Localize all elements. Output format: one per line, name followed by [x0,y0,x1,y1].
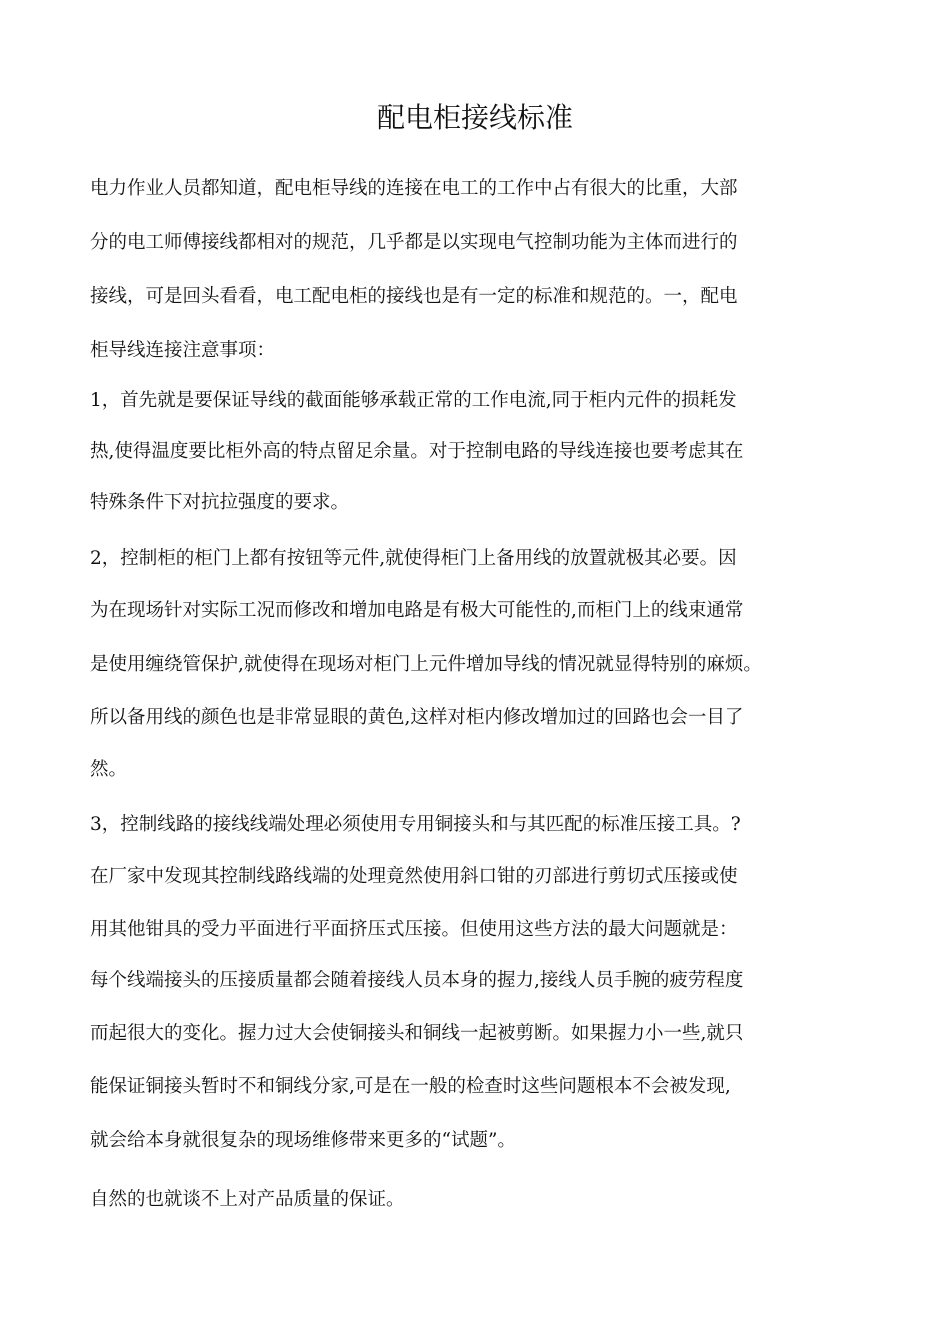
body-line: 而起很大的变化。握力过大会使铜接头和铜线一起被剪断。如果握力小一些,就只 [90,1023,744,1044]
body-line: 分的电工师傅接线都相对的规范，几乎都是以实现电气控制功能为主体而进行的 [90,232,738,253]
body-line: 2，控制柜的柜门上都有按钮等元件,就使得柜门上备用线的放置就极其必要。因 [90,548,737,569]
body-line: 是使用缠绕管保护,就使得在现场对柜门上元件增加导线的情况就显得特别的麻烦。 [90,654,762,675]
body-line: 特殊条件下对抗拉强度的要求。 [90,492,350,513]
body-line: 在厂家中发现其控制线路线端的处理竟然使用斜口钳的刃部进行剪切式压接或使 [90,866,738,887]
body-line: 热,使得温度要比柜外高的特点留足余量。对于控制电路的导线连接也要考虑其在 [90,441,744,462]
body-line: 1，首先就是要保证导线的截面能够承载正常的工作电流,同于柜内元件的损耗发 [90,390,737,411]
body-line: 自然的也就谈不上对产品质量的保证。 [90,1189,405,1210]
body-line: 电力作业人员都知道，配电柜导线的连接在电工的工作中占有很大的比重，大部 [90,178,738,199]
body-line: 柜导线连接注意事项： [90,340,276,361]
body-line: 就会给本身就很复杂的现场维修带来更多的“试题”。 [90,1130,516,1151]
body-line: 能保证铜接头暂时不和铜线分家,可是在一般的检查时这些问题根本不会被发现, [90,1076,731,1097]
body-line: 每个线端接头的压接质量都会随着接线人员本身的握力,接线人员手腕的疲劳程度 [90,970,744,991]
body-line: 接线，可是回头看看，电工配电柜的接线也是有一定的标准和规范的。一，配电 [90,286,738,307]
body-line: 用其他钳具的受力平面进行平面挤压式压接。但使用这些方法的最大问题就是： [90,919,738,940]
body-line: 3，控制线路的接线线端处理必须使用专用铜接头和与其匹配的标准压接工具。? [90,814,741,835]
body-line: 为在现场针对实际工况而修改和增加电路是有极大可能性的,而柜门上的线束通常 [90,600,744,621]
body-line: 然。 [90,759,128,780]
body-line: 所以备用线的颜色也是非常显眼的黄色,这样对柜内修改增加过的回路也会一目了 [90,707,744,728]
document-title: 配电柜接线标准 [376,101,573,134]
